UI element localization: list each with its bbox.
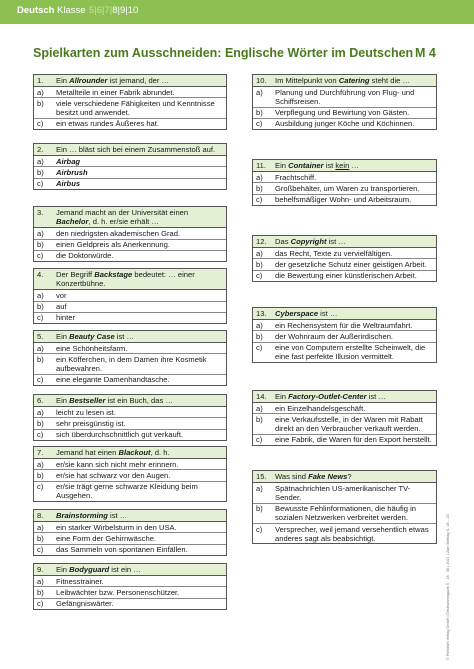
card-number: 5. [37,332,44,341]
question-prefix: Jemand hat einen [56,448,119,457]
question-text [56,270,223,288]
answer-option [253,108,436,119]
question-suffix: , d. h. [150,448,170,457]
option-letter: c) [37,430,44,440]
answer-option [253,435,436,445]
option-letter: c) [37,545,44,555]
quiz-card [33,143,227,190]
option-text: Planung und Durchführung von Flug- und Schiffsreisen. [275,87,415,106]
english-term: Bachelor [56,217,89,227]
option-letter: c) [256,343,263,353]
question-prefix: Ein [56,76,70,85]
english-term: Beauty Case [69,332,115,341]
option-letter: a) [37,576,44,586]
card-question [34,510,226,522]
question-text [56,396,223,405]
grade-levels-active: 8|9|10 [112,5,139,16]
option-letter: b) [37,240,44,250]
question-text [56,511,223,520]
question-suffix: ist … [107,511,128,520]
option-text: Großbehälter, um Waren zu transportieren. [275,183,420,193]
page-title: Spielkarten zum Ausschneiden: Englische Wörter im Deutschen [33,46,414,60]
question-suffix: ist … [114,332,135,341]
answer-option [34,98,226,118]
quiz-card [252,235,437,282]
option-text: viele verschiedene Fähigkeiten und Kenntnisse besitzt und anwendet. [56,98,215,118]
answer-option [34,545,226,555]
option-text: die Doktorwürde. [56,251,114,261]
option-letter: b) [37,98,44,108]
answer-option [253,248,436,259]
card-number: 11. [256,161,266,170]
card-number: 6. [37,396,44,405]
question-prefix: Das [275,237,291,246]
answer-option [253,504,436,524]
question-suffix: , d. h. er/sie erhält … [88,217,159,227]
option-letter: b) [37,418,44,428]
option-letter: b) [256,331,263,341]
question-suffix: bedeutet: … einer Konzertbühne. [56,270,195,289]
option-letter: a) [37,228,44,238]
answer-option [253,259,436,270]
quiz-card [252,159,437,206]
answer-option [253,183,436,194]
answer-option [34,87,226,98]
question-suffix: ? [347,472,352,481]
card-question [253,308,436,320]
card-question [34,144,226,156]
quiz-card [252,390,437,446]
card-number: 8. [37,511,44,520]
question-text [56,76,223,85]
english-term: Blackout [118,448,151,457]
option-text: ein etwas rundes Äußeres hat. [56,119,159,129]
card-number: 13. [256,309,267,318]
option-text: behelfsmäßiger Wohn- und Arbeitsraum. [275,195,412,205]
option-letter: a) [256,87,263,97]
option-letter: c) [256,435,263,445]
english-term: Container [288,161,324,170]
question-text [56,208,223,226]
option-letter: b) [256,108,263,118]
answer-option [253,331,436,342]
question-suffix: ist … [366,392,386,401]
option-letter: b) [37,533,44,543]
answer-option [34,459,226,470]
option-text: Versprecher, weil jemand versehentlich etwas anderes sagt als beabsichtigt. [275,524,429,543]
option-letter: b) [37,470,44,480]
question-suffix: ist ein … [109,565,141,574]
material-code: M 4 [415,46,436,60]
card-number: 2. [37,145,44,154]
card-number: 12. [256,237,267,246]
option-text: Ausbildung junger Köche und Köchinnen. [275,119,415,129]
question-prefix: Was sind [275,472,309,481]
card-number: 3. [37,208,44,217]
option-text: Gefängniswärter. [56,599,114,609]
option-text: eine Form der Gehirnwäsche. [56,533,157,543]
option-text: den niedrigsten akademischen Grad. [56,228,181,238]
option-letter: c) [37,179,44,189]
option-letter: c) [256,119,263,129]
answer-option [34,599,226,609]
card-number: 14. [256,392,267,401]
question-text [56,332,223,341]
answer-option [34,576,226,587]
option-letter: c) [37,313,44,323]
option-text: vor [56,290,67,300]
english-term: Brainstorming [56,511,108,520]
english-term: Backstage [94,270,133,279]
question-prefix: Der Begriff [56,270,95,279]
option-text: Fitnesstrainer. [56,576,104,586]
card-question [34,269,226,290]
question-text [275,309,433,318]
english-term: Allrounder [69,76,108,85]
question-prefix: Ein [275,392,289,401]
option-letter: b) [256,259,263,269]
answer-option [253,195,436,205]
option-letter: c) [37,599,44,609]
english-term: Copyright [290,237,327,246]
option-text: eine von Computern erstellte Scheinwelt, die eine fast perfekte Illusion vermittelt. [275,343,426,362]
question-prefix: Ein [56,396,70,405]
card-question [34,331,226,343]
answer-option [253,271,436,281]
option-letter: a) [256,172,263,182]
question-prefix: Im Mittelpunkt von [275,76,339,85]
question-text [56,448,223,457]
header-bar [0,0,474,24]
answer-option [34,167,226,178]
option-letter: c) [37,251,44,261]
answer-option [253,320,436,331]
english-term: Bodyguard [69,565,110,574]
answer-option [34,354,226,374]
option-letter: b) [256,504,263,514]
option-text: auf [56,302,67,312]
option-text: einen Geldpreis als Anerkennung. [56,240,170,250]
option-letter: c) [256,195,263,205]
option-text: ein Rechensystem für die Weltraumfahrt. [275,320,413,330]
option-letter: b) [256,414,263,424]
option-text: das Sammeln von spontanen Einfällen. [56,545,188,555]
option-letter: c) [37,119,44,129]
answer-option [253,483,436,503]
question-suffix: ist … [318,309,338,318]
quiz-card [33,509,227,556]
card-question [34,564,226,576]
answer-option [34,375,226,385]
quiz-card [252,307,437,363]
question-text [56,565,223,574]
question-text [275,76,433,85]
option-letter: b) [37,302,44,312]
option-text: Leibwächter bzw. Personenschützer. [56,587,180,597]
question-text [275,237,433,246]
answer-option [34,587,226,598]
option-text: er/sie hat schwarz vor den Augen. [56,470,171,480]
card-question [253,160,436,172]
question-prefix: Jemand macht an der Universität einen [56,208,189,217]
option-text: ein Köfferchen, in dem Damen ihre Kosmetik aufbewahren. [56,354,207,374]
answer-option [34,430,226,440]
answer-option [34,119,226,129]
answer-option [253,343,436,362]
answer-option [34,302,226,313]
answer-option [253,172,436,183]
question-text [56,145,223,154]
option-text: sehr preisgünstig ist. [56,418,126,428]
quiz-card [33,394,227,441]
quiz-card [33,206,227,262]
option-letter: a) [37,156,44,166]
quiz-card [252,74,437,130]
option-text: die Bewertung einer künstlerischen Arbeit. [275,271,417,281]
option-text: eine Verkaufsstelle, in der Waren mit Rabatt direkt an den Verbraucher verkauft werden. [275,414,423,434]
answer-option [34,343,226,354]
option-text: Airbus [56,179,81,189]
option-letter: c) [256,524,263,534]
option-text: Bewusste Fehlinformationen, die häufig in sozialen Netzwerken verbreitet werden. [275,504,416,523]
answer-option [34,522,226,533]
option-text: eine Schönheitsfarm. [56,343,128,353]
english-term: Fake News [308,472,348,481]
question-text [275,392,433,401]
answer-option [34,290,226,301]
answer-option [34,470,226,481]
card-question [34,207,226,228]
question-suffix: ist ein Buch, das … [105,396,173,405]
question-text [275,161,433,170]
option-text: das Recht, Texte zu vervielfältigen. [275,248,393,258]
quiz-card [33,563,227,610]
answer-option [253,403,436,414]
option-letter: a) [37,343,44,353]
card-number: 15. [256,472,267,481]
answer-option [253,414,436,434]
option-letter: a) [256,403,263,413]
card-number: 7. [37,448,44,457]
answer-option [34,251,226,261]
option-text: Airbrush [56,167,88,177]
question-prefix: Ein … bläst sich bei einem Zusammenstoß auf. [56,145,216,154]
card-number: 9. [37,565,44,574]
question-suffix: steht die … [369,76,411,85]
option-letter: a) [37,459,44,469]
option-text: hinter [56,313,75,323]
question-prefix: Ein [56,565,70,574]
option-letter: b) [37,354,44,364]
option-text: Airbag [56,156,81,166]
klasse-label: Klasse [57,5,86,16]
option-text: der Wohnraum der Außerirdischen. [275,331,394,341]
answer-option [34,228,226,239]
option-text: ein starker Wirbelsturm in den USA. [56,522,177,532]
question-suffix-2: … [349,161,360,170]
quiz-card [252,470,437,544]
card-number: 1. [37,76,44,85]
answer-option [253,87,436,107]
answer-option [34,240,226,251]
grade-levels-dim: 5|6|7| [89,5,113,16]
question-prefix: Ein [275,161,289,170]
copyright-note: © Friedrich Verlag GmbH | Deutschmagazin 5 · 18 · 30 | 2021 | Zum Beitrag S. 18 – 23 [446,514,450,660]
option-text: Verpflegung und Bewirtung von Gästen. [275,108,410,118]
option-letter: a) [256,320,263,330]
english-term: Cyberspace [275,309,319,318]
english-term: Bestseller [69,396,106,405]
option-letter: c) [37,482,44,492]
answer-option [34,313,226,323]
option-text: Metallteile in einer Fabrik abrundet. [56,87,175,97]
answer-option [253,119,436,129]
option-text: eine Fabrik, die Waren für den Export herstellt. [275,435,432,445]
option-letter: a) [37,290,44,300]
option-text: der gesetzliche Schutz einer geistigen Arbeit. [275,259,427,269]
card-question [253,471,436,483]
option-letter: b) [256,183,263,193]
card-question [253,236,436,248]
card-question [34,395,226,407]
question-text [275,472,433,481]
option-text: sich überdurchschnittlich gut verkauft. [56,430,184,440]
quiz-card [33,446,227,502]
option-letter: a) [256,483,263,493]
quiz-card [33,74,227,130]
option-text: er/sie trägt gerne schwarze Kleidung beim Ausgehen. [56,482,198,501]
card-number: 4. [37,270,44,279]
option-letter: c) [37,375,44,385]
negation-word: kein [335,161,350,170]
question-prefix: Ein [56,332,70,341]
english-term: Catering [338,76,370,85]
answer-option [253,524,436,543]
answer-option [34,533,226,544]
card-question [34,75,226,87]
option-letter: b) [37,167,44,177]
card-question [253,391,436,403]
question-suffix: ist jemand, der … [107,76,170,85]
option-letter: a) [37,407,44,417]
answer-option [34,156,226,167]
answer-option [34,418,226,429]
option-letter: c) [256,271,263,281]
option-text: eine elegante Damenhandtasche. [56,375,170,385]
question-suffix: ist … [326,237,346,246]
question-suffix: ist [323,161,336,170]
option-letter: a) [256,248,263,258]
grade-levels [89,5,138,16]
option-text: leicht zu lesen ist. [56,407,116,417]
option-text: ein Einzelhandelsgeschäft. [275,403,366,413]
option-letter: a) [37,522,44,532]
english-term: Factory-Outlet-Center [288,392,367,401]
subject-label: Deutsch [17,5,55,16]
quiz-card [33,268,227,324]
card-number: 10. [256,76,267,85]
option-text: er/sie kann sich nicht mehr erinnern. [56,459,179,469]
answer-option [34,482,226,501]
option-letter: a) [37,87,44,97]
card-question [253,75,436,87]
answer-option [34,407,226,418]
option-text: Spätnachrichten US-amerikanischer TV-Sender. [275,483,411,502]
card-question [34,447,226,459]
quiz-card [33,330,227,386]
answer-option [34,179,226,189]
option-text: Frachtschiff. [275,172,317,182]
option-letter: b) [37,587,44,597]
